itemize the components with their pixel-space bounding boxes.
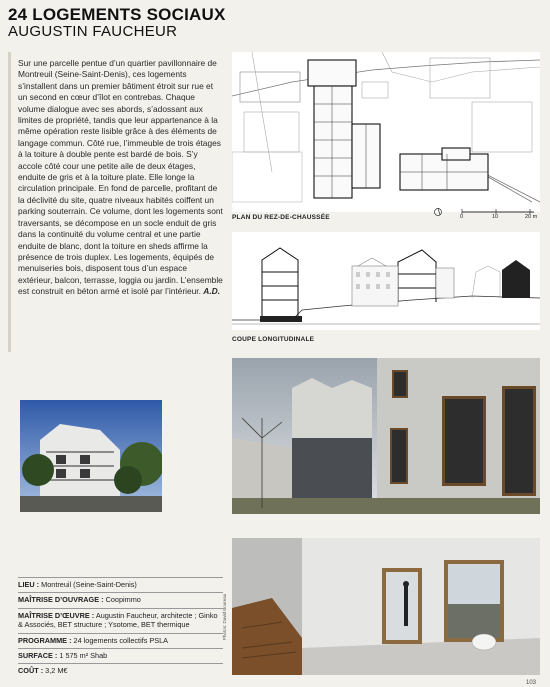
courtyard-photo [232, 358, 540, 514]
article-title: 24 LOGEMENTS SOCIAUX [8, 5, 226, 24]
info-label: COÛT : [18, 666, 44, 676]
scale-bar [430, 206, 540, 222]
photo-credit: Photos: David Boureau [222, 593, 227, 640]
info-label: PROGRAMME : [18, 635, 72, 645]
info-value: Augustin Faucheur, architecte ; Ginko & Associés, BET structure ; Ysotome, BET thermique [18, 610, 218, 630]
info-row-location [18, 577, 223, 592]
article-body [18, 58, 223, 298]
scale-label-20: 20 m [525, 214, 538, 220]
scale-label-10: 10 [492, 214, 499, 220]
article-signature: A.D. [203, 286, 221, 297]
street-facade-photo-image [20, 400, 162, 512]
info-value: 1 575 m² Shab [59, 651, 108, 661]
plan-caption: PLAN DU REZ-DE-CHAUSSÉE [232, 214, 330, 221]
ground-floor-plan-drawing [232, 52, 540, 212]
article-body-text: Sur une parcelle pentue d’un quartier pavillonnaire de Montreuil (Seine-Saint-Denis), ces logements s’installent dans un premier bâtiment étroit sur rue et un second en cœur d’îlot en contrebas. Chaque volume dialogue avec ses abords, s’adossant aux limites de propriété, tandis que leur appartenance à la même opération reste lisible grâce à des éléments de langage commun. Côté rue, l’immeuble de trois étages à la toiture à double pente est bardé de bois. S’y accole côté cour une petite aile de deux étages, enduite de gris et à la toiture plate. Elle longe la circulation principale. En fond de parcelle, profitant de la déclivité du site, quatre niveaux habités coiffent un parking souterrain. Ce volume, dont les logements sont traversants, se décompose en un socle enduit de gris dans la continuité du volume central et une partie enduite de blanc, dont la toiture en sheds affirme la présence de trois duplex. Les logements, équipés de menuiseries bois, disposent tous d’un espace extérieur, balcon, terrasse, loggia ou jardin. L’ensemble est construit en béton armé et isolé par l’intérieur. [18, 58, 223, 297]
project-info [18, 577, 223, 679]
longitudinal-section [232, 232, 540, 330]
info-row-architect [18, 608, 223, 633]
section-caption: COUPE LONGITUDINALE [232, 336, 315, 343]
decorative-column-rule [8, 52, 11, 352]
info-row-cost [18, 663, 223, 678]
scale-label-0: 0 [460, 214, 464, 220]
page-number: 103 [526, 680, 537, 686]
interior-photo-image [232, 538, 540, 675]
info-label: MAÎTRISE D’OUVRAGE : [18, 595, 104, 605]
courtyard-photo-image [232, 358, 540, 514]
article-subtitle: AUGUSTIN FAUCHEUR [8, 23, 178, 40]
street-facade-photo [20, 400, 162, 512]
info-label: LIEU : [18, 580, 40, 589]
scale-bar-graphic [430, 206, 540, 222]
info-value: 3,2 M€ [45, 666, 68, 676]
ground-floor-plan [232, 52, 540, 212]
info-row-surface [18, 648, 223, 663]
info-value: 24 logements collectifs PSLA [73, 635, 169, 645]
info-label: MAÎTRISE D’ŒUVRE : [18, 610, 95, 620]
info-value: Montreuil (Seine-Saint-Denis) [41, 580, 137, 589]
interior-photo [232, 538, 540, 675]
section-drawing [232, 232, 540, 330]
info-row-client [18, 592, 223, 607]
info-label: SURFACE : [18, 651, 58, 661]
info-row-program [18, 633, 223, 648]
info-value: Coopimmo [105, 595, 141, 605]
north-arrow-icon [435, 209, 442, 216]
